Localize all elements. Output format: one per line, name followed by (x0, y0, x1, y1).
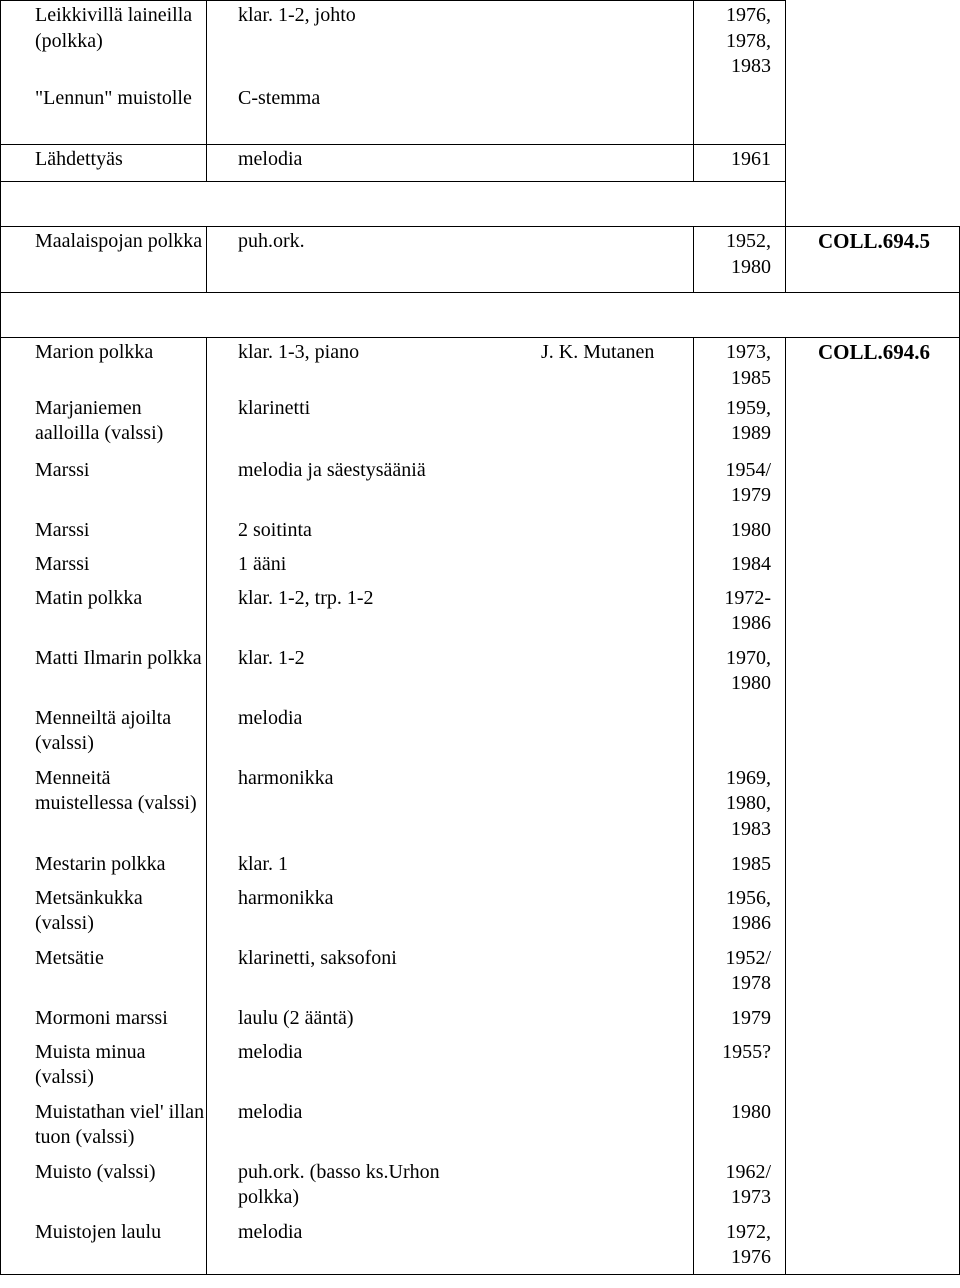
table-gap (1, 182, 960, 227)
instrumentation: klar. 1-3, piano J. K. Mutanen (207, 338, 694, 396)
year: 1985 (694, 852, 786, 886)
year: 1956, 1986 (694, 886, 786, 946)
year: 1961 (694, 145, 786, 182)
collection (786, 1220, 960, 1275)
work-title: Metsätie (1, 946, 207, 1006)
year: 1962/ 1973 (694, 1160, 786, 1220)
work-title: Maalaispojan polkka (1, 227, 207, 293)
table-row (1, 145, 960, 182)
year: 1970, 1980 (694, 646, 786, 706)
work-title: Mestarin polkka (1, 852, 207, 886)
work-title: Marssi (1, 518, 207, 552)
instrumentation: melodia (207, 1040, 694, 1100)
instrumentation: melodia (207, 1220, 694, 1275)
instrumentation: klar. 1-2, trp. 1-2 (207, 586, 694, 646)
work-title: Leikkivillä laineilla (polkka) (1, 1, 207, 86)
work-title: Menneitä muistellessa (valssi) (1, 766, 207, 852)
year (694, 706, 786, 766)
work-title: Marssi (1, 552, 207, 586)
instrumentation: harmonikka (207, 886, 694, 946)
instrumentation: C-stemma (207, 86, 694, 145)
instrumentation: klarinetti, saksofoni (207, 946, 694, 1006)
year: 1955? (694, 1040, 786, 1100)
work-title: Muistojen laulu (1, 1220, 207, 1275)
year (694, 86, 786, 145)
instrumentation: melodia ja säestysääniä (207, 458, 694, 518)
instrumentation: 2 soitinta (207, 518, 694, 552)
collection (786, 1, 960, 86)
collection (786, 86, 960, 145)
year: 1984 (694, 552, 786, 586)
table-row (1, 1220, 960, 1275)
table-row (1, 1, 960, 86)
year: 1980 (694, 1100, 786, 1160)
year: 1952, 1980 (694, 227, 786, 293)
year: 1952/ 1978 (694, 946, 786, 1006)
instrumentation: puh.ork. (207, 227, 694, 293)
collection: COLL.694.6 (786, 338, 960, 1220)
work-title: "Lennun" muistolle (1, 86, 207, 145)
work-title: Marssi (1, 458, 207, 518)
year: 1973, 1985 (694, 338, 786, 396)
instrumentation: klar. 1-2 (207, 646, 694, 706)
year: 1972- 1986 (694, 586, 786, 646)
year: 1979 (694, 1006, 786, 1040)
year: 1954/ 1979 (694, 458, 786, 518)
table-gap (1, 293, 960, 338)
work-title: Muisto (valssi) (1, 1160, 207, 1220)
work-title: Muistathan viel' illan tuon (valssi) (1, 1100, 207, 1160)
instrumentation: puh.ork. (basso ks.Urhon polkka) (207, 1160, 694, 1220)
year: 1976, 1978, 1983 (694, 1, 786, 86)
work-title: Menneiltä ajoilta (valssi) (1, 706, 207, 766)
arranger: J. K. Mutanen (541, 341, 655, 363)
work-title: Mormoni marssi (1, 1006, 207, 1040)
work-title: Marion polkka (1, 338, 207, 396)
work-title: Metsänkukka (valssi) (1, 886, 207, 946)
work-title: Matti Ilmarin polkka (1, 646, 207, 706)
instrumentation: melodia (207, 1100, 694, 1160)
instrumentation: klar. 1-2, johto (207, 1, 694, 86)
table-row (1, 227, 960, 293)
collection: COLL.694.5 (786, 227, 960, 293)
instrumentation: laulu (2 ääntä) (207, 1006, 694, 1040)
table-row (1, 338, 960, 396)
year: 1980 (694, 518, 786, 552)
collection (786, 145, 960, 182)
instrumentation: melodia (207, 706, 694, 766)
year: 1959, 1989 (694, 396, 786, 458)
instrumentation: klar. 1 (207, 852, 694, 886)
instrumentation: melodia (207, 145, 694, 182)
work-title: Matin polkka (1, 586, 207, 646)
year: 1969, 1980, 1983 (694, 766, 786, 852)
work-title: Marjaniemen aalloilla (valssi) (1, 396, 207, 458)
instrumentation: 1 ääni (207, 552, 694, 586)
work-title: Lähdettyäs (1, 145, 207, 182)
table-row (1, 86, 960, 145)
instrumentation: harmonikka (207, 766, 694, 852)
year: 1972, 1976 (694, 1220, 786, 1275)
work-title: Muista minua (valssi) (1, 1040, 207, 1100)
instrumentation: klarinetti (207, 396, 694, 458)
